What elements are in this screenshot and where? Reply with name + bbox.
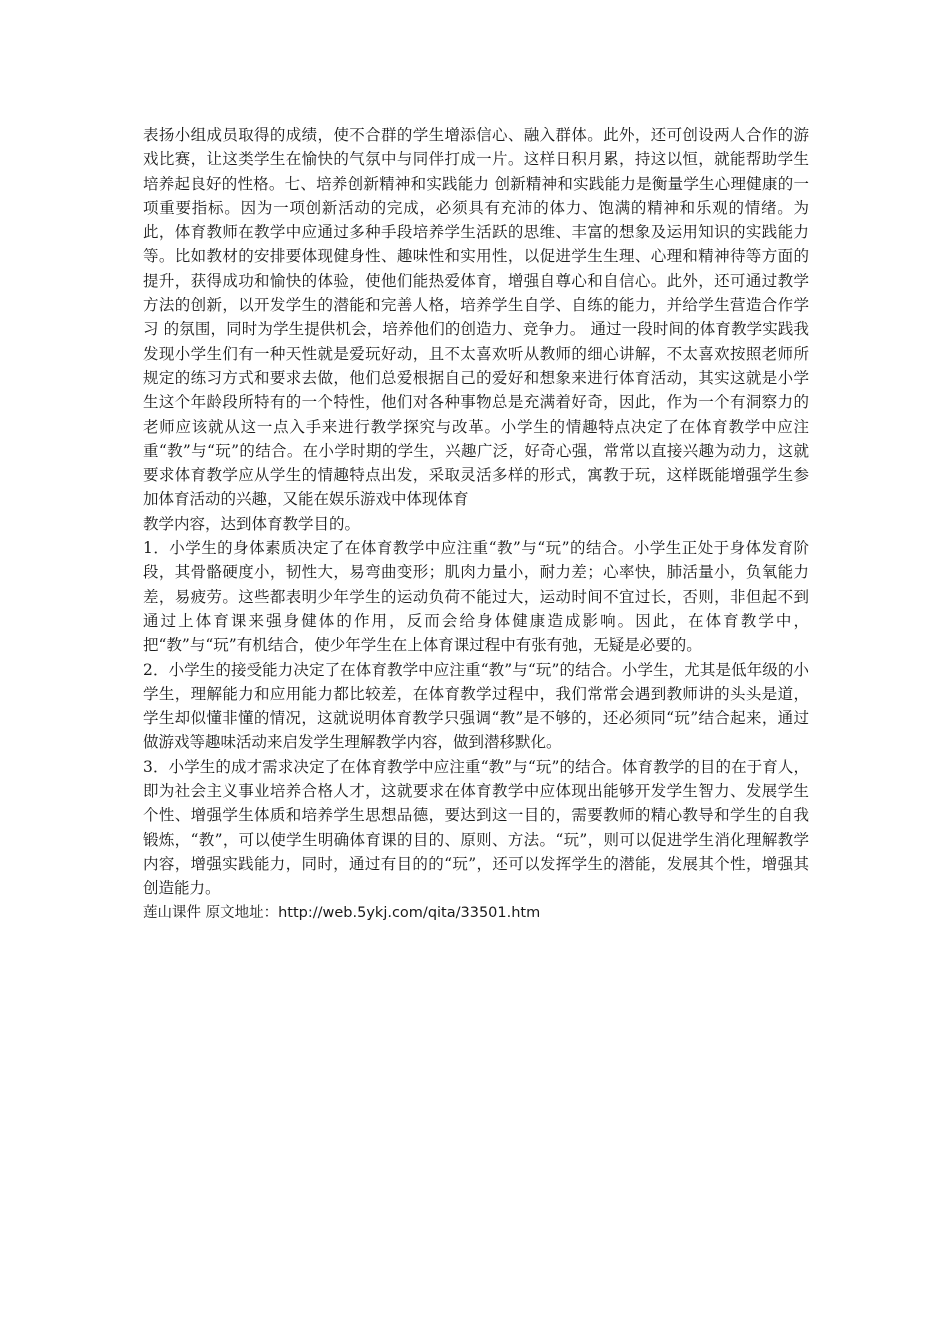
paragraph-2: 教学内容，达到体育教学目的。 bbox=[143, 514, 361, 533]
paragraph-3: 1．小学生的身体素质决定了在体育教学中应注重“教”与“玩”的结合。小学生正处于身体发育阶段，其骨骼硬度小，韧性大，易弯曲变形；肌肉力量小，耐力差；心率快，肺活量小，负氧能力差，易疲劳。这些都表明少年学生的运动负荷不能过大，运动时间不宜过长，否则，非但起不到通过上体育课来强身健体的作用，反而会给身体健康造成影响。因此，在体育教学中，把“教”与“玩”有机结合，使少年学生在上体育课过程中有张有弛，无疑是必要的。 bbox=[143, 539, 809, 655]
paragraph-1: 表扬小组成员取得的成绩，使不合群的学生增添信心、融入群体。此外，还可创设两人合作的游戏比赛，让这类学生在愉快的气氛中与同伴打成一片。这样日积月累，持这以恒，就能帮助学生培养起良好的性格。七、培养创新精神和实践能力 创新精神和实践能力是衡量学生心理健康的一项重要指标。因为一项创新活动的完成，必须具有充沛的体力、饱满的精神和乐观的情绪。为此，体育教师在教学中应通过多种手段培养学生活跃的思维、丰富的想象及运用知识的实践能力等。比如教材的安排要体现健身性、趣味性和实用性，以促进学生生理、心理和精神待等方面的提升，获得成功和愉快的体验，使他们能热爱体育，增强自尊心和自信心。此外，还可通过教学方法的创新，以开发学生的潜能和完善人格，培养学生自学、自练的能力，并给学生营造合作学习 的氛围，同时为学生提供机会，培养他们的创造力、竞争力。 通过一段时间的体育教学实践我发现小学生们有一种天性就是爱玩好动，且不太喜欢听从教师的细心讲解，不太喜欢按照老师所规定的练习方式和要求去做，他们总爱根据自己的爱好和想象来进行体育活动，其实这就是小学生这个年龄段所特有的一个特性，他们对各种事物总是充满着好奇，因此，作为一个有洞察力的老师应该就从这一点入手来进行教学探究与改革。小学生的情趣特点决定了在体育教学中应注重“教”与“玩”的结合。在小学时期的学生，兴趣广泛，好奇心强，常常以直接兴趣为动力，这就要求体育教学应从学生的情趣特点出发，采取灵活多样的形式，寓教于玩，这样既能增强学生参加体育活动的兴趣，又能在娱乐游戏中体现体育 bbox=[143, 126, 809, 509]
document-body bbox=[143, 123, 809, 925]
paragraph-5: 3．小学生的成才需求决定了在体育教学中应注重“教”与“玩”的结合。体育教学的目的在于育人，即为社会主义事业培养合格人才，这就要求在体育教学中应体现出能够开发学生智力、发展学生个性、增强学生体质和培养学生思想品德，要达到这一目的，需要教师的精心教导和学生的自我锻炼，“教”，可以使学生明确体育课的目的、原则、方法。“玩”，则可以促进学生消化理解教学内容，增强实践能力，同时，通过有目的的“玩”，还可以发挥学生的潜能，发展其个性，增强其创造能力。 bbox=[143, 757, 809, 898]
paragraph-4: 2．小学生的接受能力决定了在体育教学中应注重“教”与“玩”的结合。小学生，尤其是低年级的小学生，理解能力和应用能力都比较差，在体育教学过程中，我们常常会遇到教师讲的头头是道，学生却似懂非懂的情况，这就说明体育教学只强调“教”是不够的，还必须同“玩”结合起来，通过做游戏等趣味活动来启发学生理解教学内容，做到潜移默化。 bbox=[143, 660, 809, 752]
source-footer: 莲山课件 原文地址：http://web.5ykj.com/qita/33501.htm bbox=[143, 904, 541, 921]
